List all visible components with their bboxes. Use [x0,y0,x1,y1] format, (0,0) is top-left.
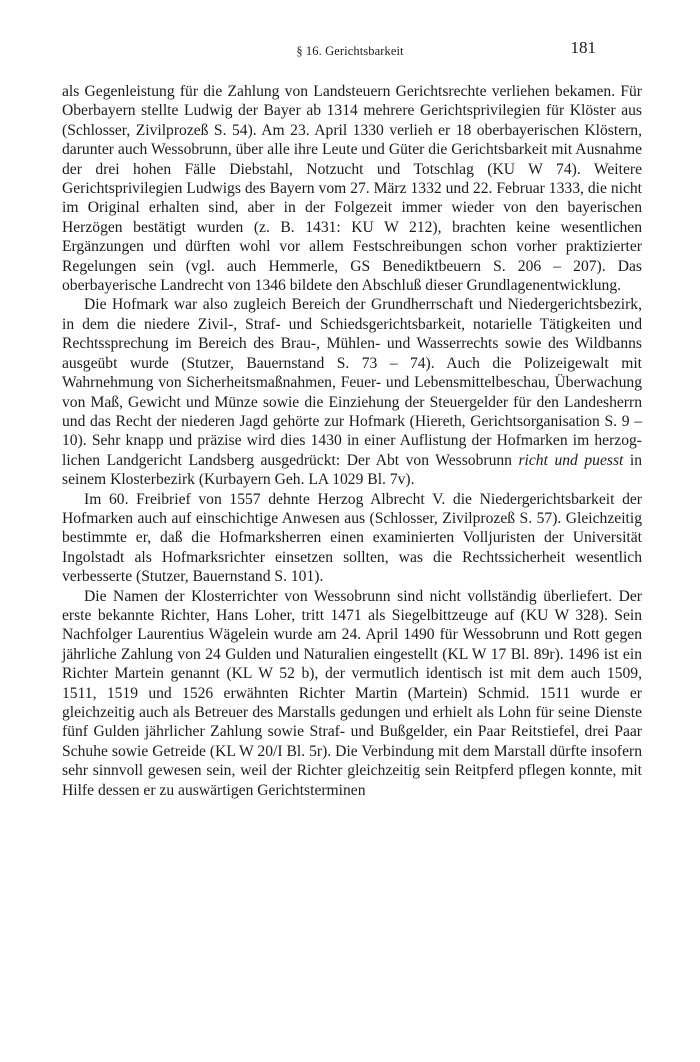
page-number: 181 [570,38,596,57]
paragraph-1: als Gegenleistung für die Zahlung von Landsteuern Gerichtsrechte verliehen bekamen. Für Oberbayern stellte Ludwig der Bayer ab 1314 mehrere Gerichtsprivilegien für Klöster aus (Schlosser, Zivilprozeß S. 54). Am 23. April 1330 verlieh er 18 oberbayerischen Klöstern, darunter auch Wessobrunn, über alle ihre Leute und Güter die Gerichtsbarkeit mit Ausnahme der drei hohen Fälle Diebstahl, Notzucht und Totschlag (KU W 74). Weitere Gerichtsprivilegien Ludwigs des Bayern vom 27. März 1332 und 22. Februar 1333, die nicht im Original erhalten sind, aber in der Folgezeit immer wieder von den bayerischen Herzögen bestätigt wurden (z. B. 1431: KU W 212), brachten keine wesentlichen Ergänzungen und dürften wohl vor allem Festschreibungen schon vorher praktizierter Regelungen sein (vgl. auch Hemmerle, GS Benediktbeuern S. 206 – 207). Das oberbayerische Landrecht von 1346 bildete den Abschluß dieser Grundlagenentwicklung. [62,83,642,295]
paragraph-3: Im 60. Freibrief von 1557 dehnte Herzog Albrecht V. die Niedergerichtsbarkeit der Hofmarken auch auf einschichtige Anwesen aus (Schlosser, Zivilprozeß S. 57). Gleichzeitig bestimmte er, daß die Hofmarksherren einen examinierten Volljuristen der Universität Ingolstadt als Hofmarksrichter einsetzen sollten, was die Rechtssicherheit wesentlich verbesserte (Stutzer, Bauernstand S. 101). [62,490,642,586]
paragraph-4: Die Namen der Klosterrichter von Wessobrunn sind nicht vollständig überliefert. Der erste bekannte Richter, Hans Loher, tritt 1471 als Siegelbittzeuge auf (KU W 328). Sein Nachfolger Laurentius Wägelein wurde am 24. April 1490 für Wessobrunn und Rott gegen jährliche Zahlung von 24 Gulden und Naturalien eingestellt (KL W 17 Bl. 89r). 1496 ist ein Richter Martein genannt (KL W 52 b), der vermutlich identisch ist mit dem auch 1509, 1511, 1519 und 1526 erwähnten Richter Martin (Martein) Schmid. 1511 wurde er gleichzeitig auch als Betreuer des Marstalls gedungen und erhielt als Lohn für seine Dienste fünf Gulden jährlicher Zahlung sowie Straf- und Bußgelder, ein Paar Reitstiefel, drei Paar Schuhe sowie Getreide (KL W 20/I Bl. 5r). Die Verbindung mit dem Marstall dürfte insofern sehr sinnvoll gewesen sein, weil der Richter gleichzeitig sein Reitpferd pflegen konnte, mit Hilfe dessen er zu auswärtigen Gerichtsterminen [62,587,642,799]
body-text [62,82,642,800]
paragraph-2-text-end: in seinem Klosterbezirk (Kurbayern Geh. LA 1029 Bl. 7v). [62,451,642,489]
paragraph-2 [62,295,642,489]
quoted-phrase: richt und puesst [518,451,624,469]
running-title: § 16. Gerichtsbarkeit [296,44,404,58]
running-header [0,38,700,64]
paragraph-2-text: Die Hofmark war also zugleich Bereich der Grundherrschaft und Niedergerichtsbezirk, in dem die niedere Zivil-, Straf- und Schiedsgerichtsbarkeit, notarielle Tätigkeiten und Rechtssprechung im Bereich des Brau-, Mühlen- und Wasserrechts sowie des Wildbanns ausgeübt wurde (Stutzer, Bauernstand S. 73 – 74). Auch die Polizeigewalt mit Wahrnehmung von Sicherheitsmaßnahmen, Feuer- und Lebensmittelbeschau, Überwachung von Maß, Gewicht und Münze sowie die Einziehung der Steuergelder für den Landesherrn und das Recht der niederen Jagd gehörte zur Hofmark (Hiereth, Gerichtsorganisation S. 9 – 10). Sehr knapp und präzise wird dies 1430 in einer Auflistung der Hofmarken im herzoglichen Landgericht Landsberg ausgedrückt: Der Abt von Wessobrunn [62,296,642,469]
